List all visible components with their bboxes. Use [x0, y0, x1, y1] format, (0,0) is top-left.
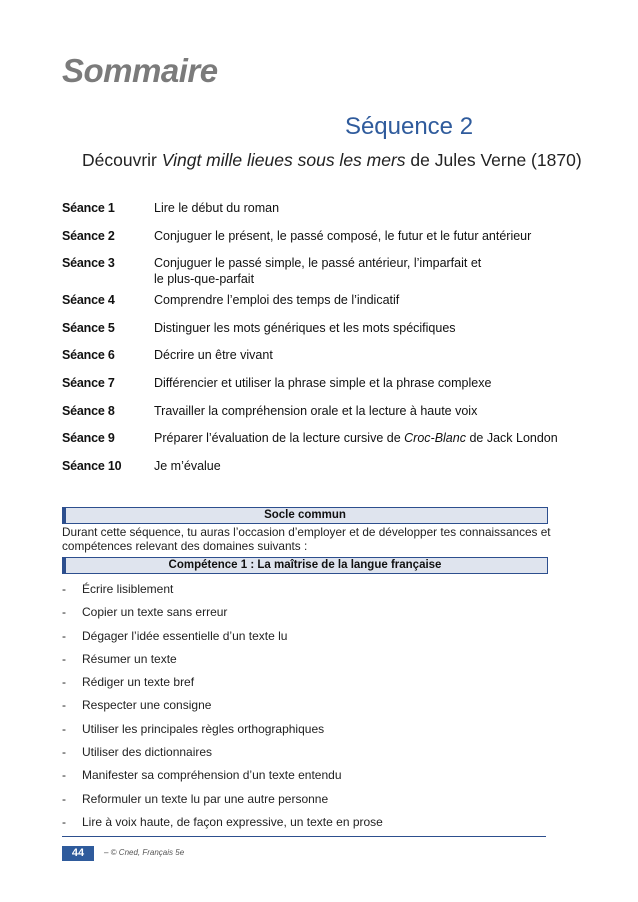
session-row [62, 320, 562, 336]
dash-bullet: - [62, 768, 66, 783]
session-row [62, 403, 562, 419]
session-row [62, 292, 562, 308]
session-number: Séance 8 [62, 403, 115, 418]
list-item [62, 698, 542, 713]
dash-bullet: - [62, 605, 66, 620]
subtitle-book-title: Vingt mille lieues sous les mers [161, 150, 406, 170]
session-number: Séance 6 [62, 348, 115, 363]
page-number: 44 [62, 846, 94, 861]
session-row [62, 430, 562, 446]
socle-intro: Durant cette séquence, tu auras l’occasion d’employer et de développer tes connaissances et compétences relevant des domaines suivants : [62, 525, 551, 553]
copyright-credit: – © Cned, Français 5e [104, 848, 185, 857]
list-item-text: Utiliser les principales règles orthographiques [82, 721, 325, 736]
session-row [62, 375, 562, 391]
dash-bullet: - [62, 651, 66, 666]
session-description: Décrire un être vivant [154, 348, 273, 363]
session-row [62, 255, 562, 287]
list-item [62, 792, 542, 807]
list-item [62, 605, 542, 620]
list-item-text: Résumer un texte [82, 651, 177, 666]
session-row [62, 200, 562, 216]
session-description: Travailler la compréhension orale et la lecture à haute voix [154, 403, 478, 418]
session-number: Séance 5 [62, 320, 115, 335]
list-item-text: Copier un texte sans erreur [82, 605, 228, 620]
list-item-text: Lire à voix haute, de façon expressive, un texte en prose [82, 814, 383, 829]
list-item-text: Reformuler un texte lu par une autre personne [82, 791, 329, 806]
dash-bullet: - [62, 582, 66, 596]
session-description: Lire le début du roman [154, 201, 280, 215]
competence-list [62, 582, 542, 838]
session-number: Séance 7 [62, 375, 115, 390]
list-item [62, 815, 542, 830]
list-item [62, 722, 542, 737]
session-number: Séance 4 [62, 293, 115, 308]
list-item [62, 652, 542, 667]
session-number: Séance 10 [62, 458, 122, 473]
list-item-text: Écrire lisiblement [82, 582, 174, 596]
list-item [62, 745, 542, 760]
session-row [62, 228, 562, 244]
list-item-text: Dégager l’idée essentielle d’un texte lu [82, 628, 288, 643]
session-text-lead: Préparer l’évaluation de la lecture cursive de [154, 431, 405, 446]
session-number: Séance 2 [62, 228, 115, 243]
subtitle-author: de Jules Verne (1870) [405, 150, 582, 170]
subtitle-lead: Découvrir [82, 150, 162, 170]
list-item-text: Respecter une consigne [82, 698, 212, 713]
dash-bullet: - [62, 745, 66, 760]
session-description: Comprendre l’emploi des temps de l’indicatif [154, 293, 400, 308]
page-title: Sommaire [62, 52, 218, 89]
session-description: Différencier et utiliser la phrase simple et la phrase complexe [154, 375, 492, 390]
session-row [62, 347, 562, 363]
session-text-tail: de Jack London [465, 431, 558, 446]
dash-bullet: - [62, 675, 66, 690]
session-list [62, 200, 562, 485]
dash-bullet: - [62, 791, 66, 806]
session-description: Conjuguer le passé simple, le passé antérieur, l’imparfait et le plus-que-parfait [154, 256, 482, 287]
dash-bullet: - [62, 628, 66, 643]
list-item-text: Utiliser des dictionnaires [82, 745, 213, 760]
competence-heading: Compétence 1 : La maîtrise de la langue française [62, 557, 548, 574]
session-number: Séance 3 [62, 256, 115, 271]
session-description [154, 430, 562, 446]
session-number: Séance 9 [62, 431, 115, 446]
session-book-title: Croc-Blanc [404, 431, 466, 446]
dash-bullet: - [62, 814, 66, 829]
sequence-subtitle [82, 150, 582, 171]
dash-bullet: - [62, 721, 66, 736]
list-item-text: Rédiger un texte bref [82, 675, 195, 690]
footer-divider [62, 836, 546, 837]
session-description: Je m’évalue [154, 458, 221, 473]
session-description: Conjuguer le présent, le passé composé, le futur et le futur antérieur [154, 228, 532, 243]
list-item [62, 768, 542, 783]
session-description: Distinguer les mots génériques et les mots spécifiques [154, 320, 456, 335]
list-item [62, 675, 542, 690]
list-item-text: Manifester sa compréhension d’un texte entendu [82, 768, 342, 783]
dash-bullet: - [62, 698, 66, 713]
sequence-title: Séquence 2 [344, 113, 474, 140]
list-item [62, 629, 542, 644]
socle-heading: Socle commun [62, 507, 548, 524]
session-row [62, 458, 562, 474]
session-number: Séance 1 [62, 201, 115, 215]
list-item [62, 582, 542, 597]
